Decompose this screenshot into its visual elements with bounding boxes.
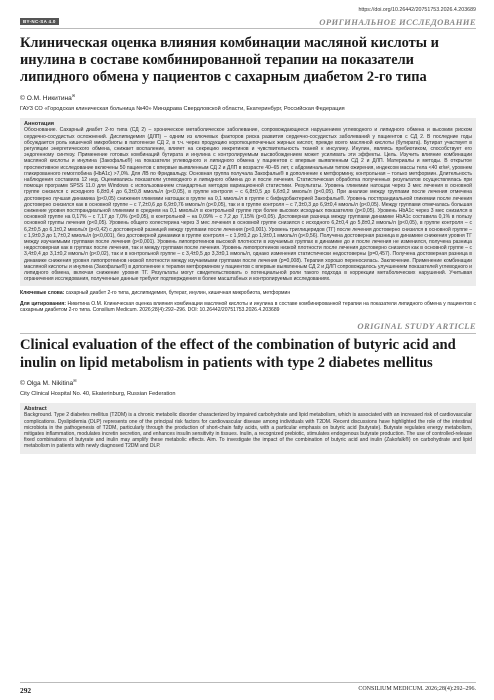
page-number: 292 (20, 686, 32, 695)
english-title: Clinical evaluation of the effect of the combination of butyric acid and inulin on lipid metabolism in patients with type 2 diabetes mellitus (20, 337, 456, 371)
russian-title: Клиническая оценка влияния комбинации масляной кислоты и инулина в составе комбинированной терапии на показатели липидного обмена у пациентов с сахарным диабетом 2-го типа (20, 35, 439, 85)
envelope-icon: ✉ (71, 93, 76, 98)
english-section-label: ORIGINAL STUDY ARTICLE (20, 321, 476, 334)
english-author (20, 378, 476, 387)
author-name-en: © Olga M. Nikitina (20, 380, 74, 388)
section-label: ОРИГИНАЛЬНОЕ ИССЛЕДОВАНИЕ (319, 16, 476, 27)
russian-abstract (20, 118, 476, 286)
keywords-label: Ключевые слова: (20, 290, 65, 297)
citation-text: Никитина О.М. Клиническая оценка влияния комбинации масляной кислоты и инулина в составе комбинированной терапии на показатели липидного обмена у пациентов с сахарным диабетом 2-го типа. Consilium Medicum. 2026;28(4):292–296. DOI: 10.26442/20751753.2026.4.203689 (20, 300, 476, 313)
abstract-heading-en: Abstract (24, 406, 47, 413)
russian-affiliation: ГАУЗ СО «Городская клиническая больница №40» Минздрава Свердловской области, Екатеринбург, Российская Федерация (20, 106, 345, 113)
abstract-heading: Аннотация (24, 121, 55, 128)
keywords-text: сахарный диабет 2-го типа, дислипидемия, бутерат, инулин, кишечная микробиота, метформин (65, 290, 291, 297)
doi-link[interactable]: https://doi.org/10.26442/20751753.2026.4.203689 (358, 7, 476, 13)
russian-author (20, 93, 476, 102)
english-abstract (20, 403, 476, 453)
citation-label: Для цитирования: (20, 300, 66, 307)
english-affiliation: City Clinical Hospital No. 40, Ekaterinburg, Russian Federation (20, 391, 176, 398)
license-badge: BY-NC-SA 4.0 (20, 18, 59, 25)
abstract-body: Обоснование. Сахарный диабет 2-го типа (СД 2) – хроническое метаболическое заболевание, сопровождающееся нарушением углеводного и липидного обмена и высоким риском сердечно-сосудистых осложнений. Дислипидемия (ДЛП) – одним из ключевых факторов риска развития сердечно-сосудистых заболеваний у пациентов с СД 2. В последние годы обсуждается роль кишечной микробиоты в патогенезе СД 2, в т.ч. через продукцию короткоцепочечных жирных кислот, прежде всего масляной кислоты (бутирата). Бутират участвует в регуляции энергетического обмена, снижает воспаление, влияет на секрецию инкретинов и чувствительность тканей к инсулину. Инулин, являясь пребиотиком, способствует его эндогенному синтезу. Применение готовых комбинаций бутирата и инулина с контролируемым высвобождением может усиливать эти эффекты. Цель. Изучить влияние комбинации масляной кислоты и инулина (Закофальк®) на показатели углеводного и липидного обмена у пациентов с впервые выявленным СД 2 и ДЛП. Материалы и методы. В открытое проспективное исследование включены 50 пациентов с впервые выявленным СД 2 и ДЛП в возрасте 40–65 лет, с абдоминальным типом ожирения, индексом массы тела <40 кг/м², уровнем гликированного гемоглобина (HbA1c) >7,0%. Для ЛВ по Фридвальду. Основная группа получала Закофальк® в дополнение к метформину, контрольная – только метформин. Длительность наблюдения составила 12 нед. Оценивались показатели углеводного и липидного обмена до и после лечения. Статистическая обработка полученных результатов осуществлялась при помощи программ SPSS 11.0 для Windows с использованием стандартных методов вариационной статистики. Результаты. Уровень гликемии натощак через 3 мес лечения в основной группе снизился с исходного 6,8±0,4 до 6,3±0,8 ммоль/л (p<0,05), в группе контроля – с 6,8±0,5 до 6,6±0,2 ммоль/л (p<0,05). При анализе между группами после лечения отмечена достоверно лучшая динамика (p<0,05) снижения гликемии натощак в группе на 0,1 ммоль/л в группе с бифидобактерией Закофальк®. Уровень постпрандиальной гликемии после лечения достоверно снизился как в основной группе – с 7,2±0,6 до 6,9±0,76 ммоль/л (p<0,05), так и в группе контроля – с 7,3±0,3 до 6,9±0,4 ммоль/л (p<0,05). Между группами отмечалась большая снижение уровня постпрандиальной гликемии в среднем на 0,1 ммоль/л в контрольной группе при более высоких исходных показателях (p<0,05). Уровень HbA1c через 3 мес снизился в основной группе на 0,17% – с 7,17 до 7,0% (p<0,05), в контрольной – на 0,09% – с 7,2 до 7,15% (p<0,05). Достоверная разница между группами динамике HbA1c составила 0,1% в пользу основной группы лечения (p<0,05). Уровень общего холестерина через 3 мес лечения в основной группе снизился с исходного 6,2±0,4 до 5,8±0,2 ммоль/л (p<0,05), в группе контроля – с 6,2±0,5 до 6,1±0,2 ммоль/л (p<0,42) с достоверной разницей между группами после лечения (p<0,001). Уровень триглицеридов (ТГ) после лечения достоверно снизился в основной группе – с 1,9±0,3 до 1,7±0,2 ммоль/л (p<0,001), без достоверной динамики в группе контроля – с 1,9±0,2 до 1,9±0,1 ммоль/л (p<0,56). Получена достоверная разница в динамике снижения уровня ТГ между изучаемыми группами после лечения (p<0,001). Уровень липопротеинов высокой плотности в изучаемых группах в динамике до и после лечения не изменился, получена разница недостоверная как в группах после лечения, так и между группами после лечения. Уровень липопротеинов низкой плотности после лечения достоверно снизился как в основной группе – с 3,4±0,4 до 3,1±0,2 ммоль/л (p<0,02), так и в контрольной группе – с 3,4±0,5 до 3,3±0,1 ммоль/л, однако изменения статистически недостоверны (p=0,457). Получена достоверная разница в динамике снижения уровня липопротеинов низкой плотности между изучаемыми группами после лечения (p=0,008). Терапия хорошо переносилась. Заключение. Применение комбинации масляной кислоты и инулина (Закофальк®) в дополнение к терапии метформином у пациентов с впервые выявленным СД 2 и ДЛП сопровождалось улучшением показателей углеводного и липидного обмена, включая снижение уровня ТГ. Результаты могут свидетельствовать о потенциальной роли такого подхода в коррекции метаболических нарушений. Учитывая ограничения исследования, полученные данные требуют подтверждения в более масштабных и контролируемых исследованиях. (24, 127, 472, 283)
author-name: © О.М. Никитина (20, 95, 72, 103)
section-header (20, 15, 476, 29)
envelope-icon: ✉ (73, 378, 77, 384)
keywords (20, 290, 476, 296)
journal-reference: CONSILIUM MEDICUM. 2026;28(4):292–296. (358, 686, 476, 692)
abstract-body-en: Background. Type 2 diabetes mellitus (T2DM) is a chronic metabolic disorder characterized by impaired carbohydrate and lipid metabolism, which is associated with an increased risk of cardiovascular complications. Dyslipidemia (DLP) represents one of the principal risk factors for cardiovascular disease among individuals with T2DM. Recent discussions have highlighted the role of the intestinal microbiota in the pathogenesis of T2DM, particularly through the production of short-chain fatty acids, with a particular emphasis on butyric acid (butyrate). Butyrate regulates energy metabolism, mitigates inflammation, modulates incretin secretion, and enhances insulin sensitivity in tissues. Inulin, a recognized prebiotic, stimulates endogenous butyrate production. The use of controlled-release fixed combinations of butyrate and inulin may amplify these metabolic effects. Aim. To investigate the impact of the combination of butyric acid and inulin (Zakofalk®) on carbohydrate and lipid metabolism in patients with newly diagnosed T2DM and DLP. (24, 412, 472, 450)
citation (20, 301, 476, 313)
page-footer (20, 682, 476, 695)
